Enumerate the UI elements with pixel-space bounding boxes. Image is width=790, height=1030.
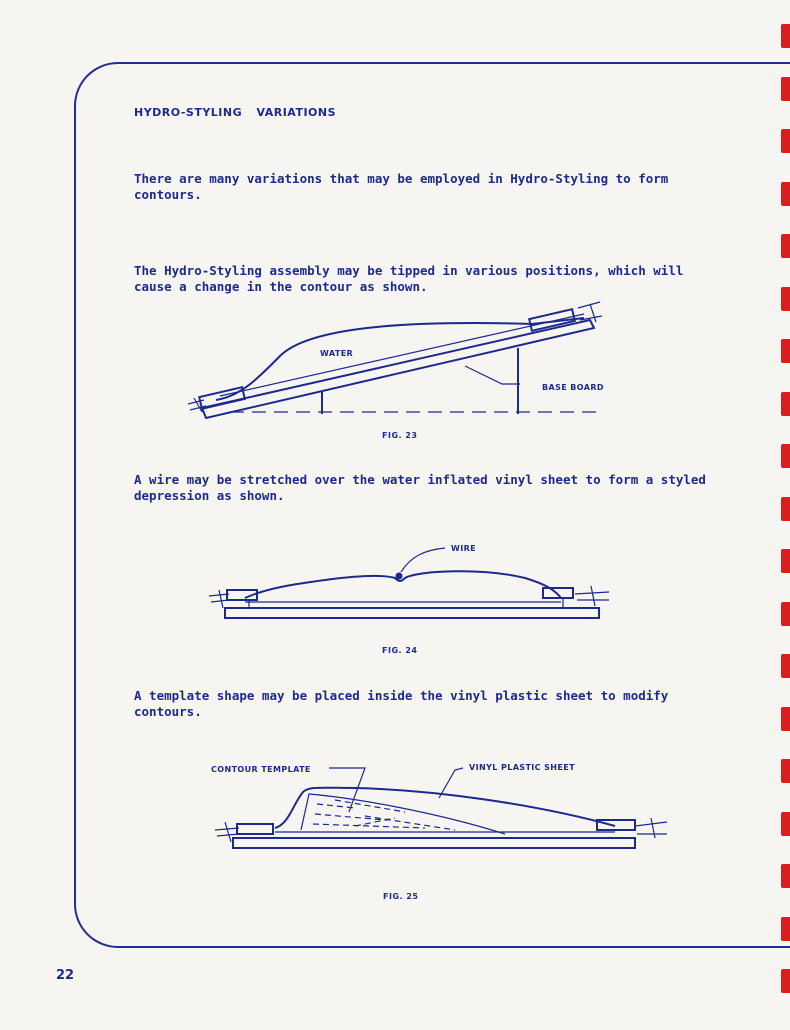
binding-ring: [781, 182, 790, 206]
fig-23-tipped-assembly-diagram: [180, 296, 620, 428]
binding-ring: [781, 287, 790, 311]
fig-24-caption: FIG. 24: [382, 646, 418, 655]
binding-ring: [781, 759, 790, 783]
vinyl-plastic-sheet: [275, 788, 615, 828]
vinyl-sheet-label: VINYL PLASTIC SHEET: [469, 763, 575, 772]
binding-ring: [781, 234, 790, 258]
binding-ring: [781, 864, 790, 888]
binding-ring: [781, 497, 790, 521]
fig-23-caption: FIG. 23: [382, 431, 418, 440]
inflated-vinyl-sheet: [245, 571, 561, 598]
binding-ring: [781, 129, 790, 153]
base-board: [202, 320, 594, 418]
right-sheet-edge: [635, 818, 667, 838]
base-board-leader-line: [465, 366, 520, 384]
section-heading: HYDRO-STYLING VARIATIONS: [134, 106, 337, 119]
binding-ring: [781, 444, 790, 468]
intro-paragraph: There are many variations that may be employed in Hydro-Styling to form contours.: [134, 171, 669, 202]
base-board: [233, 838, 635, 848]
binding-ring: [781, 654, 790, 678]
binding-ring: [781, 549, 790, 573]
left-clamp: [237, 824, 273, 834]
binding-ring: [781, 602, 790, 626]
tipped-assembly-paragraph: The Hydro-Styling assembly may be tipped in various positions, which will cause a change in the contour as shown.: [134, 263, 684, 294]
binding-ring: [781, 77, 790, 101]
binding-ring: [781, 707, 790, 731]
water-contour-sheet: [216, 318, 584, 400]
fig-25-contour-template-diagram: [205, 756, 675, 856]
contour-template-leader-line: [329, 768, 365, 812]
binding-ring: [781, 392, 790, 416]
right-clamp: [543, 588, 573, 598]
spiral-binding: [776, 0, 790, 1030]
fig-25-caption: FIG. 25: [383, 892, 419, 901]
wire-paragraph: A wire may be stretched over the water inflated vinyl sheet to form a styled depression as shown.: [134, 472, 706, 503]
binding-ring: [781, 917, 790, 941]
fig-24-wire-depression-diagram: [205, 538, 620, 624]
right-clamp: [597, 820, 635, 830]
binding-ring: [781, 969, 790, 993]
wire-leader-line: [401, 548, 445, 572]
wire-label: WIRE: [451, 544, 477, 553]
water-label: WATER: [320, 349, 354, 358]
page-number: 22: [56, 968, 75, 983]
wire-cross-section: [396, 573, 402, 579]
binding-ring: [781, 812, 790, 836]
base-board: [225, 608, 599, 618]
contour-template-shape: [301, 794, 505, 834]
vinyl-bottom-edge: [220, 314, 584, 396]
right-sheet-edge: [575, 586, 609, 606]
template-paragraph: A template shape may be placed inside the vinyl plastic sheet to modify contours.: [134, 688, 669, 719]
base-board-label: BASE BOARD: [542, 383, 604, 392]
binding-ring: [781, 339, 790, 363]
binding-ring: [781, 24, 790, 48]
contour-template-label: CONTOUR TEMPLATE: [211, 765, 311, 774]
